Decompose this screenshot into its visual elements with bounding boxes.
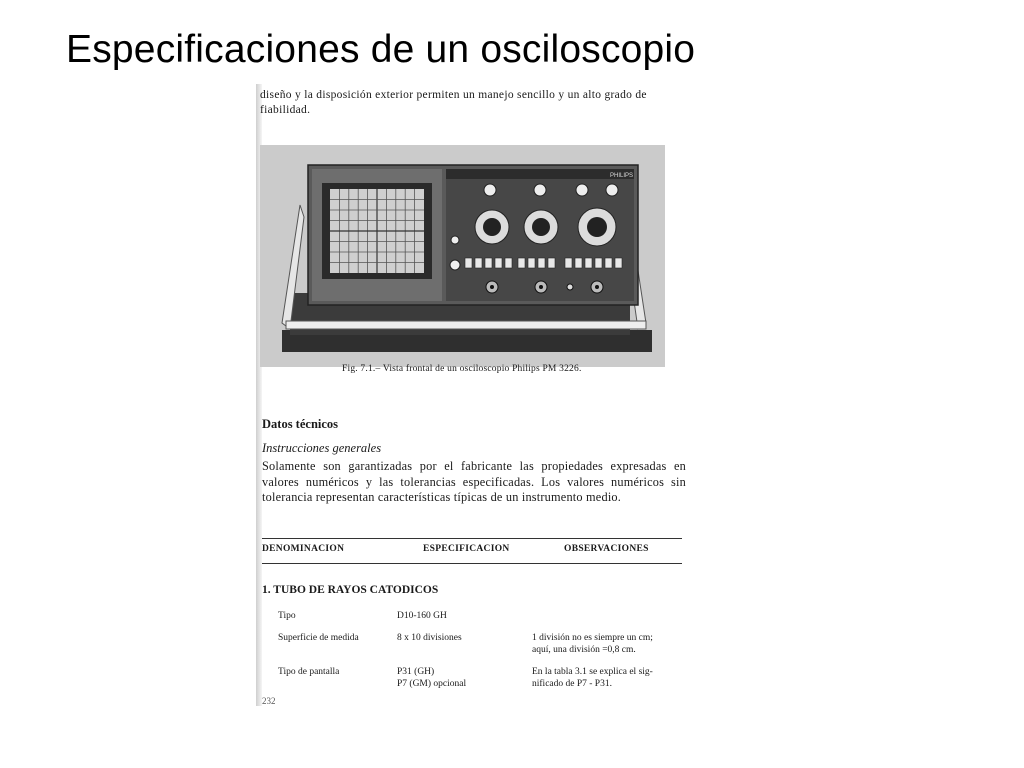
table-header-denominacion: DENOMINACION <box>262 544 345 554</box>
scanned-document-page <box>256 84 688 706</box>
figure-caption: Fig. 7.1.– Vista frontal de un osciloscopio Philips PM 3226. <box>342 364 582 374</box>
table-row-observation-cont: nificado de P7 - P31. <box>532 679 612 689</box>
table-row-spec: D10-160 GH <box>397 611 447 621</box>
table-row-spec-cont: P7 (GM) opcional <box>397 679 467 689</box>
section-subheading: Instrucciones generales <box>262 441 382 455</box>
table-header-especificacion: ESPECIFICACION <box>423 544 510 554</box>
table-row-spec: 8 x 10 divisiones <box>397 633 462 643</box>
table-top-rule <box>262 538 682 539</box>
slide-title: Especificaciones de un osciloscopio <box>66 28 696 71</box>
table-row-name: Superficie de medida <box>278 633 359 643</box>
table-row-name: Tipo de pantalla <box>278 667 340 677</box>
oscilloscope-photo <box>260 145 665 367</box>
table-row-observation: 1 división no es siempre un cm; <box>532 633 653 643</box>
table-row-spec: P31 (GH) <box>397 667 435 677</box>
table-row-observation-cont: aquí, una división =0,8 cm. <box>532 645 636 655</box>
table-header-rule <box>262 563 682 564</box>
table-header-observaciones: OBSERVACIONES <box>564 544 649 554</box>
body-paragraph: Solamente son garantizadas por el fabricante las propiedades expresadas en valores numéricos y las tolerancias especificadas. Los valores numéricos sin tolerancia representan características típicas de un instrumento medio. <box>262 459 686 504</box>
table-row-name: Tipo <box>278 611 296 621</box>
intro-paragraph: diseño y la disposición exterior permiten un manejo sencillo y un alto grado de fiabilidad. <box>260 89 647 116</box>
table-row-observation: En la tabla 3.1 se explica el sig- <box>532 667 653 677</box>
brand-label: PHILIPS <box>610 173 634 179</box>
table-section-title: 1. TUBO DE RAYOS CATODICOS <box>262 584 439 596</box>
page-number-fragment: 232 <box>262 696 276 706</box>
section-heading: Datos técnicos <box>262 417 339 431</box>
